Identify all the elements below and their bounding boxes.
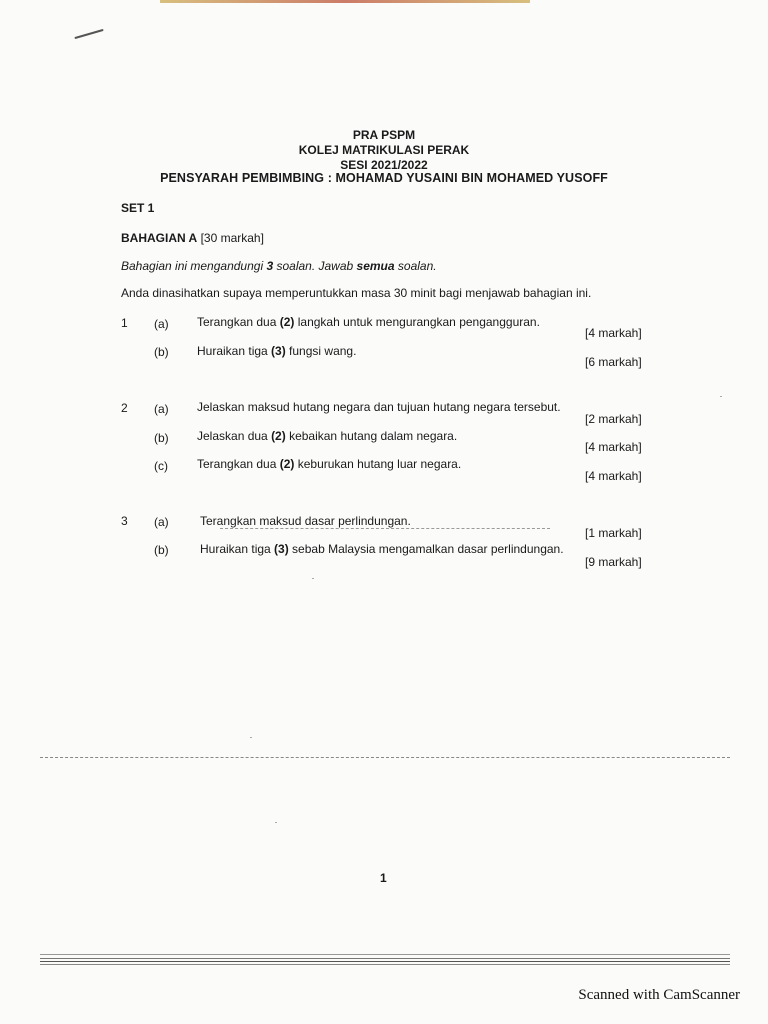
- q-text-pre: Terangkan dua: [197, 315, 280, 329]
- q-text-post: fungsi wang.: [285, 344, 357, 358]
- q-text-post: sebab Malaysia mengamalkan dasar perlindungan.: [288, 542, 564, 556]
- scan-artifact-line: [220, 528, 550, 529]
- top-color-stripe: [160, 0, 530, 3]
- page-number: 1: [380, 871, 387, 885]
- scan-speck: [720, 396, 722, 397]
- marks-label: [6 markah]: [585, 355, 642, 369]
- instruction-part1: Bahagian ini mengandungi: [121, 259, 267, 273]
- q-text-bold: (3): [271, 344, 286, 358]
- q-text-bold: (2): [271, 429, 286, 443]
- instruction-part2: soalan. Jawab: [273, 259, 357, 273]
- section-marks: [30 markah]: [200, 231, 264, 245]
- subquestion-label: (a): [154, 317, 169, 331]
- q-text-bold: (2): [279, 457, 295, 471]
- q-text-post: keburukan hutang luar negara.: [294, 457, 462, 471]
- subquestion-label: (a): [154, 402, 169, 416]
- section-heading: [121, 231, 264, 245]
- question-text: [197, 315, 540, 329]
- q-text-post: kebaikan hutang dalam negara.: [285, 429, 458, 443]
- instruction-line: [121, 259, 437, 273]
- q-text-bold: (2): [279, 315, 295, 329]
- q-text-pre: Terangkan dua: [197, 457, 280, 471]
- question-text: Jelaskan maksud hutang negara dan tujuan hutang negara tersebut.: [197, 400, 561, 414]
- marks-label: [4 markah]: [585, 326, 642, 340]
- question-text: Terangkan maksud dasar perlindungan.: [200, 514, 411, 528]
- marks-label: [4 markah]: [585, 440, 642, 454]
- q-text-post: langkah untuk mengurangkan pengangguran.: [294, 315, 540, 329]
- question-text: [197, 344, 356, 358]
- marks-label: [4 markah]: [585, 469, 642, 483]
- subquestion-label: (b): [154, 543, 169, 557]
- q-text-pre: Huraikan tiga: [200, 542, 275, 556]
- instruction-semua: semua: [356, 259, 395, 273]
- header-line-4: PENSYARAH PEMBIMBING : MOHAMAD YUSAINI BIN MOHAMED YUSOFF: [160, 171, 608, 185]
- pen-mark: [74, 29, 103, 39]
- marks-label: [1 markah]: [585, 526, 642, 540]
- scan-speck: [250, 737, 252, 738]
- camscanner-watermark: Scanned with CamScanner: [578, 987, 740, 1003]
- header-line-3: SESI 2021/2022: [340, 158, 428, 172]
- question-number: 2: [121, 401, 128, 415]
- question-text: [197, 457, 461, 471]
- subquestion-label: (b): [154, 345, 169, 359]
- q-text-pre: Huraikan tiga: [197, 344, 272, 358]
- scan-speck: [312, 578, 314, 579]
- marks-label: [9 markah]: [585, 555, 642, 569]
- header-line-1: PRA PSPM: [352, 128, 416, 142]
- scan-speck: [275, 822, 277, 823]
- q-text-bold: (3): [274, 542, 289, 556]
- subquestion-label: (c): [154, 459, 168, 473]
- subquestion-label: (b): [154, 431, 169, 445]
- time-advice: Anda dinasihatkan supaya memperuntukkan masa 30 minit bagi menjawab bahagian ini.: [121, 286, 592, 300]
- scan-edge-lines: [40, 952, 730, 970]
- question-number: 1: [121, 316, 128, 330]
- marks-label: [2 markah]: [585, 412, 642, 426]
- set-label: SET 1: [121, 201, 155, 215]
- question-text: [200, 542, 564, 556]
- question-text: [197, 429, 457, 443]
- instruction-count: 3: [266, 259, 274, 273]
- section-title: BAHAGIAN A: [121, 231, 198, 245]
- header-line-2: KOLEJ MATRIKULASI PERAK: [298, 143, 470, 157]
- question-number: 3: [121, 514, 128, 528]
- subquestion-label: (a): [154, 515, 169, 529]
- instruction-part3: soalan.: [394, 259, 437, 273]
- q-text-pre: Jelaskan dua: [197, 429, 272, 443]
- fold-line: [40, 757, 730, 758]
